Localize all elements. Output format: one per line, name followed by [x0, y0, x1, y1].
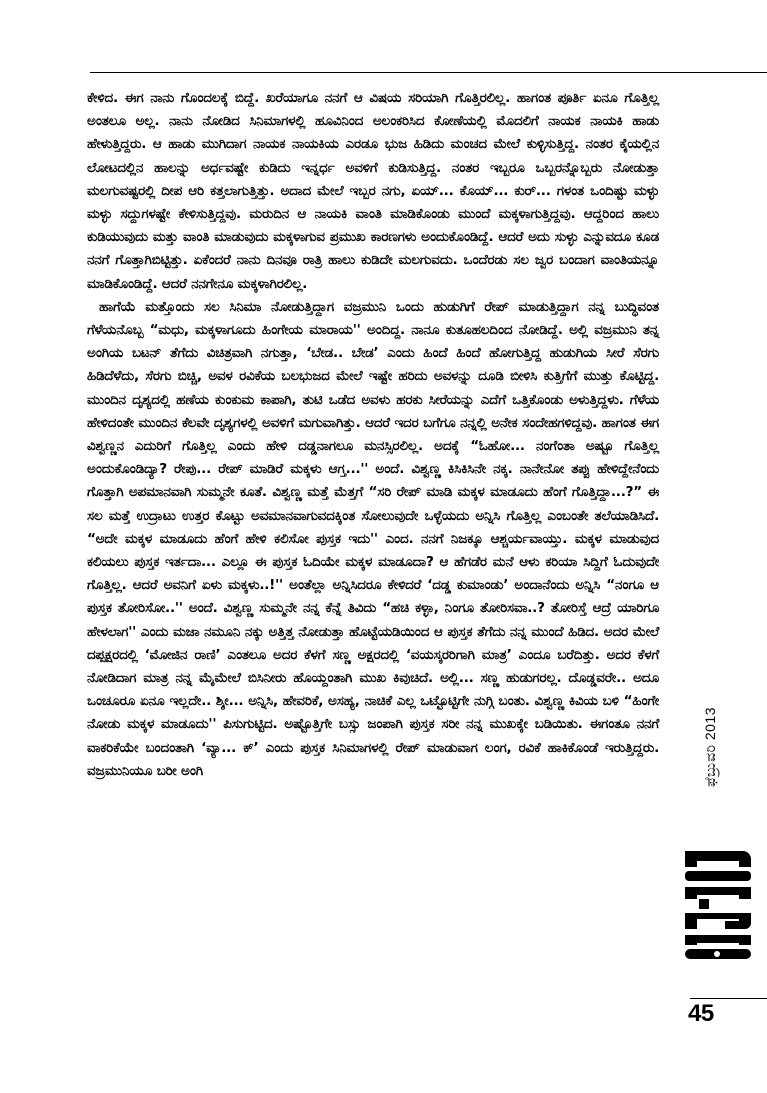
article-paragraph-1: ಕೇಳಿದ. ಈಗ ನಾನು ಗೊಂದಲಕ್ಕೆ ಬಿದ್ದೆ. ಖರೆಯಾಗೂ ನನಗೆ ಆ ವಿಷಯ ಸರಿಯಾಗಿ ಗೊತ್ತಿರಲಿಲ್ಲ. ಹಾಗಂತ ಪೂರ್ತಿ ಏನೂ ಗೊತ್ತಿಲ್ಲ ಅಂತಲೂ ಅಲ್ಲ. ನಾನು ನೋಡಿದ ಸಿನಿಮಾಗಳಲ್ಲಿ ಹೂವಿನಿಂದ ಅಲಂಕರಿಸಿದ ಕೋಣೆಯಲ್ಲಿ ಮೊದಲಿಗೆ ನಾಯಕ ನಾಯಕಿ ಹಾಡು ಹೇಳುತ್ತಿದ್ದರು. ಆ ಹಾಡು ಮುಗಿದಾಗ ನಾಯಕ ನಾಯಕಿಯ ಎರಡೂ ಭುಜ ಹಿಡಿದು ಮಂಚದ ಮೇಲೆ ಕುಳ್ಳಿಸುತ್ತಿದ್ದ. ನಂತರ ಕೈಯಲ್ಲಿನ ಲೋಟದಲ್ಲಿನ ಹಾಲನ್ನು ಅರ್ಧವಷ್ಟೇ ಕುಡಿದು ಇನ್ನರ್ಧ ಅವಳಿಗೆ ಕುಡಿಸುತ್ತಿದ್ದ. ನಂತರ ಇಬ್ಬರೂ ಒಬ್ಬರನ್ನೊಬ್ಬರು ನೋಡುತ್ತಾ ಮಲಗುವಷ್ಟರಲ್ಲಿ ದೀಪ ಆರಿ ಕತ್ತಲಾಗುತ್ತಿತ್ತು. ಅದಾದ ಮೇಲೆ ಇಬ್ಬರ ನಗು, ಏಯ್... ಕೊಯ್... ಕುರ್... ಗಳಂತ ಒಂದಿಷ್ಟು ಮಳ್ಳು ಮಳ್ಳು ಸದ್ದುಗಳಷ್ಟೇ ಕೇಳಿಸುತ್ತಿದ್ದವು. ಮರುದಿನ ಆ ನಾಯಕಿ ವಾಂತಿ ಮಾಡಿಕೊಂಡು ಮುಂದೆ ಮಕ್ಕಳಾಗುತ್ತಿದ್ದವು. ಆದ್ದರಿಂದ ಹಾಲು ಕುಡಿಯುವುದು ಮತ್ತು ವಾಂತಿ ಮಾಡುವುದು ಮಕ್ಕಳಾಗುವ ಪ್ರಮುಖ ಕಾರಣಗಳು ಅಂದುಕೊಂಡಿದ್ದೆ. ಆದರೆ ಅದು ಸುಳ್ಳು ಎನ್ನುವದೂ ಕೂಡ ನನಗೆ ಗೊತ್ತಾಗಿಬಿಟ್ಟಿತ್ತು. ಏಕೆಂದರೆ ನಾನು ದಿನವೂ ರಾತ್ರಿ ಹಾಲು ಕುಡಿದೇ ಮಲಗುವದು. ಒಂದೆರಡು ಸಲ ಜ್ವರ ಬಂದಾಗ ವಾಂತಿಯನ್ನೂ ಮಾಡಿಕೊಂಡಿದ್ದೆ. ಆದರೆ ನನಗೇನೂ ಮಕ್ಕಳಾಗಿರಲಿಲ್ಲ.	[87, 90, 659, 292]
page-number-rule	[690, 998, 767, 999]
page-number: 45	[688, 1000, 714, 1027]
article-paragraph-2: ಹಾಗೆಯೆ ಮತ್ತೊಂದು ಸಲ ಸಿನಿಮಾ ನೋಡುತ್ತಿದ್ದಾಗ ವಜ್ರಮುನಿ ಒಂದು ಹುಡುಗಿಗೆ ರೇಪ್ ಮಾಡುತ್ತಿದ್ದಾಗ ನನ್ನ ಬುದ್ಧಿವಂತ ಗೆಳೆಯನೊಬ್ಬ “ಮಧು, ಮಕ್ಕಳಾಗೂದು ಹಿಂಗೇಯ ಮಾರಾಯ'' ಅಂದಿದ್ದ. ನಾನೂ ಕುತೂಹಲದಿಂದ ನೋಡಿದ್ದೆ. ಅಲ್ಲಿ ವಜ್ರಮುನಿ ತನ್ನ ಅಂಗಿಯ ಬಟನ್ ತೆಗೆದು ವಿಚಿತ್ರವಾಗಿ ನಗುತ್ತಾ, ‘ಬೇಡ.. ಬೇಡ’ ಎಂದು ಹಿಂದೆ ಹಿಂದೆ ಹೋಗುತ್ತಿದ್ದ ಹುಡುಗಿಯ ಸೀರೆ ಸೆರಗು ಹಿಡಿದೆಳೆದು, ಸೆರಗು ಬಿಚ್ಚಿ, ಅವಳ ರವಿಕೆಯ ಬಲಭುಜದ ಮೇಲೆ ಇಷ್ಟೇ ಹರಿದು ಅವಳನ್ನು ದೂಡಿ ಬೀಳಿಸಿ ಕುತ್ತಿಗೆಗೆ ಮುತ್ತು ಕೊಟ್ಟಿದ್ದ. ಮುಂದಿನ ದೃಶ್ಯದಲ್ಲಿ ಹಣೆಯ ಕುಂಕುಮ ಕಾಪಾಗಿ, ತುಟಿ ಒಡೆದ ಅವಳು ಹರಕು ಸೀರೆಯನ್ನು ಎದೆಗೆ ಒತ್ತಿಕೊಂಡು ಅಳುತ್ತಿದ್ದಳು. ಗೆಳೆಯ ಹೇಳಿದಂತೇ ಮುಂದಿನ ಕೆಲವೇ ದೃಶ್ಯಗಳಲ್ಲಿ ಅವಳಿಗೆ ಮಗುವಾಗಿತ್ತು. ಆದರೆ ಇದರ ಬಗೆಗೂ ನನ್ನಲ್ಲಿ ಅನೇಕ ಸಂದೇಹಗಳಿದ್ದವು. ಹಾಗಂತ ಈಗ ವಿಶ್ವಣ್ಣನ ಎದುರಿಗೆ ಗೊತ್ತಿಲ್ಲ ಎಂದು ಹೇಳಿ ದಡ್ಡನಾಗಲೂ ಮನಸ್ಸಿರಲಿಲ್ಲ. ಅದಕ್ಕೆ “ಓಹೋ... ನಂಗೆಂತಾ ಅಷ್ಟೂ ಗೊತ್ತಿಲ್ಲ ಅಂದುಕೊಂಡಿದ್ಯಾ? ರೇಪು... ರೇಪ್ ಮಾಡಿರೆ ಮಕ್ಕಳು ಆಗ್ತ...'' ಅಂದೆ. ವಿಶ್ವಣ್ಣ ಕಿಸಿಕಿಸಿನೇ ನಕ್ಕ. ನಾನೇನೋ ತಪ್ಪು ಹೇಳಿದ್ದೇನೆಂದು ಗೊತ್ತಾಗಿ ಅಪಮಾನವಾಗಿ ಸುಮ್ಮನೇ ಕೂತೆ. ವಿಶ್ವಣ್ಣ ಮತ್ತೆ ಮೆತ್ತಗೆ “ಸರಿ ರೇಪ್ ಮಾಡಿ ಮಕ್ಕಳ ಮಾಡೂದು ಹೆಂಗೆ ಗೊತ್ತಿದ್ದಾ...?” ಈ ಸಲ ಮತ್ತೆ ಉದ್ರಾಟು ಉತ್ತರ ಕೊಟ್ಟು ಅವಮಾನವಾಗುವದಕ್ಕಿಂತ ಸೋಲುವುದೇ ಒಳ್ಳೆಯದು ಅನ್ನಿಸಿ ಗೊತ್ತಿಲ್ಲ ಎಂಬಂತೇ ತಲೆಯಾಡಿಸಿದೆ. “ಅದೇ ಮಕ್ಕಳ ಮಾಡೂದು ಹೆಂಗೆ ಹೇಳಿ ಕಲಿಸೋ ಪುಸ್ತಕ ಇದು'' ಎಂದ. ನನಗೆ ನಿಜಕ್ಕೂ ಆಶ್ಚರ್ಯವಾಯ್ತು. ಮಕ್ಕಳ ಮಾಡುವುದ ಕಲಿಯಲು ಪುಸ್ತಕ ಇರ್ತದಾ... ಎಲ್ಲೂ ಈ ಪುಸ್ತಕ ಓದಿಯೇ ಮಕ್ಕಳ ಮಾಡೂದಾ? ಆ ಹೆಗಡೆರ ಮನೆ ಆಳು ಕರಿಯಾ ಸಿದ್ದಿಗೆ ಓದುವುದೇ ಗೊತ್ತಿಲ್ಲ. ಆದರೆ ಅವನಿಗೆ ಏಳು ಮಕ್ಕಳು..!'' ಅಂತೆಲ್ಲಾ ಅನ್ನಿಸಿದರೂ ಕೇಳಿದರೆ ‘ದಡ್ಡ ಕುಮಾಂಡು’ ಅಂದಾನೆಂದು ಅನ್ನಿಸಿ “ನಂಗೂ ಆ ಪುಸ್ತಕ ತೋರಿಸೋ..'' ಅಂದೆ. ವಿಶ್ವಣ್ಣ ಸುಮ್ಮನೇ ನನ್ನ ಕೆನ್ನೆ ತಿವಿದು “ಹಚಿ ಕಳ್ಳಾ, ನಿಂಗೂ ತೋರಿಸವಾ..? ತೋರಿಸ್ತೆ ಆದ್ರೆ ಯಾರಿಗೂ ಹೇಳಲಾಗ'' ಎಂದು ಮಜಾ ನಮೂನಿ ನಕ್ಕು ಅತ್ತಿತ್ತ ನೋಡುತ್ತಾ ಹೊಟ್ಟೆಯಡಿಯಿಂದ ಆ ಪುಸ್ತಕ ತೆಗೆದು ನನ್ನ ಮುಂದೆ ಹಿಡಿದ. ಅದರ ಮೇಲೆ ದಪ್ಪಕ್ಷರದಲ್ಲಿ ‘ಮೋಜಿನ ರಾಣಿ’ ಎಂತಲೂ ಅದರ ಕೆಳಗೆ ಸಣ್ಣ ಅಕ್ಷರದಲ್ಲಿ ‘ವಯಸ್ಕರರಿಗಾಗಿ ಮಾತ್ರ’ ಎಂದೂ ಬರೆದಿತ್ತು. ಅದರ ಕೆಳಗೆ ನೋಡಿದಾಗ ಮಾತ್ರ ನನ್ನ ಮೈಮೇಲೆ ಬಿಸಿನೀರು ಹೊಯ್ದಂತಾಗಿ ಮುಖ ಕಿವುಚಿದೆ. ಅಲ್ಲಿ... ಸಣ್ಣ ಹುಡುಗರಲ್ಲ. ದೊಡ್ಡವರೇ.. ಅದೂ ಒಂಚೂರೂ ಏನೂ ಇಲ್ಲದೇ.. ಶ್ಶೀ... ಅನ್ನಿಸಿ, ಹೇವರಿಕೆ, ಅಸಹ್ಯ, ನಾಚಿಕೆ ಎಲ್ಲ ಒಟ್ಟೊಟ್ಟಿಗೇ ನುಗ್ಗಿ ಬಂತು. ವಿಶ್ವಣ್ಣ ಕಿವಿಯ ಬಳಿ “ಹಿಂಗೇ ನೋಡು ಮಕ್ಕಳ ಮಾಡೂದು'' ಪಿಸುಗುಟ್ಟಿದ. ಅಷ್ಟೊತ್ತಿಗೇ ಬಸ್ಸು ಜಂಪಾಗಿ ಪುಸ್ತಕ ಸರೀ ನನ್ನ ಮುಖಕ್ಕೇ ಬಡಿಯಿತು. ಈಗಂತೂ ನನಗೆ ವಾಕರಿಕೆಯೇ ಬಂದಂತಾಗಿ ‘ವ್ಯಾ... ಕ್’ ಎಂದು ಪುಸ್ತಕ ಸಿನಿಮಾಗಳಲ್ಲಿ ರೇಪ್ ಮಾಡುವಾಗ ಲಂಗ, ರವಿಕೆ ಹಾಕಿಕೊಂಡೆ ಇರುತ್ತಿದ್ದರು. ವಜ್ರಮುನಿಯೂ ಬರೀ ಅಂಗಿ	[87, 298, 659, 779]
article-body	[87, 87, 659, 783]
mayura-logo-icon	[677, 845, 757, 965]
top-rule	[90, 72, 767, 73]
issue-date: ಫೆಬ್ರುವರಿ 2013	[702, 707, 718, 787]
